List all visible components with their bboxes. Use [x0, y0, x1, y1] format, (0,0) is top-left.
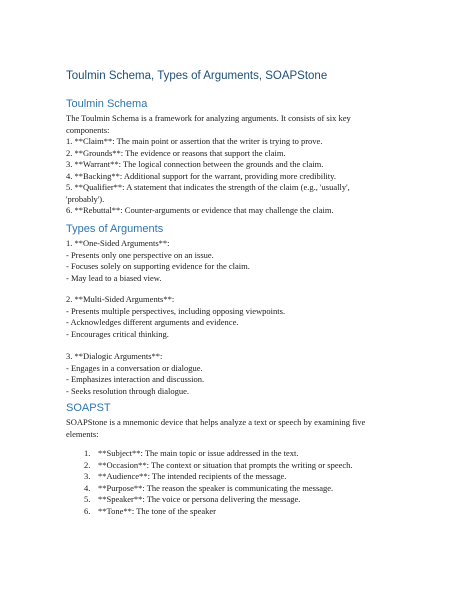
- soapst-intro-line-2: elements:: [66, 428, 99, 439]
- list-item: - Seeks resolution through dialogue.: [66, 385, 189, 396]
- toulmin-components-list: [66, 136, 350, 217]
- list-text: **Purpose**: The reason the speaker is communicating the message.: [98, 482, 334, 493]
- soapst-intro-line-1: SOAPStone is a mnemonic device that helps analyze a text or speech by examining five: [66, 417, 366, 427]
- list-text: **Tone**: The tone of the speaker: [98, 505, 216, 516]
- list-number: 6.: [84, 505, 91, 516]
- list-text: **Subject**: The main topic or issue addressed in the text.: [98, 448, 299, 458]
- multi-sided-list: [66, 294, 285, 340]
- list-item: [84, 506, 353, 518]
- list-item: 2. **Grounds**: The evidence or reasons that support the claim.: [66, 147, 286, 158]
- list-item: 3. **Warrant**: The logical connection between the grounds and the claim.: [66, 159, 324, 169]
- list-item: - Acknowledges different arguments and evidence.: [66, 317, 239, 327]
- toulmin-intro-line-1: The Toulmin Schema is a framework for analyzing arguments. It consists of six key: [66, 113, 351, 123]
- list-item: - Focuses solely on supporting evidence for the claim.: [66, 261, 250, 271]
- list-item: - Presents multiple perspectives, including opposing viewpoints.: [66, 305, 286, 316]
- list-item: 1. **One-Sided Arguments**:: [66, 238, 170, 248]
- list-item: - Encourages critical thinking.: [66, 328, 169, 339]
- list-number: 3.: [84, 471, 91, 481]
- list-item: 2. **Multi-Sided Arguments**:: [66, 294, 175, 304]
- list-item: 'probably').: [66, 193, 105, 204]
- list-item: [84, 460, 353, 472]
- list-item: [84, 448, 353, 460]
- list-number: 5.: [84, 494, 91, 504]
- soapst-elements-list: [84, 448, 353, 517]
- list-item: [84, 494, 353, 506]
- list-item: - Presents only one perspective on an issue.: [66, 249, 214, 260]
- one-sided-list: [66, 238, 250, 284]
- list-item: 3. **Dialogic Arguments**:: [66, 351, 163, 361]
- toulmin-heading: Toulmin Schema: [66, 98, 148, 110]
- list-item: - May lead to a biased view.: [66, 272, 162, 283]
- list-item: [84, 471, 353, 483]
- list-number: 4.: [84, 482, 91, 493]
- list-item: 4. **Backing**: Additional support for the warrant, providing more credibility.: [66, 170, 336, 181]
- document-title: Toulmin Schema, Types of Arguments, SOAPStone: [66, 70, 328, 82]
- list-number: 1.: [84, 448, 91, 458]
- list-text: **Speaker**: The voice or persona delivering the message.: [98, 494, 301, 504]
- list-item: 5. **Qualifier**: A statement that indicates the strength of the claim (e.g., 'usually',: [66, 182, 350, 192]
- soapst-heading: SOAPST: [66, 402, 111, 414]
- list-item: 1. **Claim**: The main point or assertion that the writer is trying to prove.: [66, 136, 323, 146]
- list-text: **Occasion**: The context or situation that prompts the writing or speech.: [98, 459, 353, 470]
- dialogic-list: [66, 351, 204, 397]
- list-item: 6. **Rebuttal**: Counter-arguments or evidence that may challenge the claim.: [66, 205, 334, 215]
- list-item: - Engages in a conversation or dialogue.: [66, 362, 203, 373]
- toulmin-intro-line-2: components:: [66, 124, 110, 135]
- list-item: [84, 483, 353, 495]
- types-heading: Types of Arguments: [66, 223, 164, 235]
- list-item: - Emphasizes interaction and discussion.: [66, 374, 205, 384]
- list-text: **Audience**: The intended recipients of the message.: [98, 471, 287, 481]
- list-number: 2.: [84, 459, 91, 470]
